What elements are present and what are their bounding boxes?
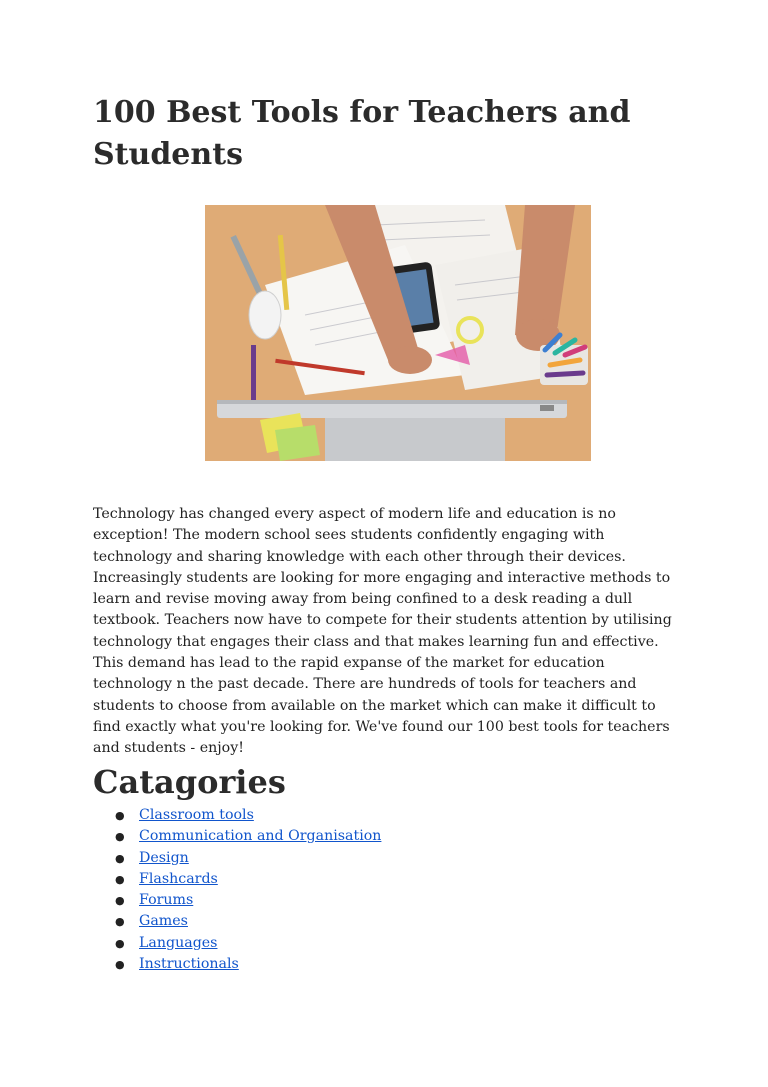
bullet-icon: ● (115, 809, 125, 822)
category-link-flashcards[interactable]: Flashcards (139, 870, 218, 887)
list-item (115, 954, 381, 975)
intro-paragraph: Technology has changed every aspect of modern life and education is no exception! The modern school sees students confidently engaging with technology and sharing knowledge with each other through their devices. Increasingly students are looking for more engaging and interactive methods to learn and revise moving away from being confined to a desk reading a dull textbook. Teachers now have to compete for their students attention by utilising technology that engages their class and that makes learning fun and effective. This demand has lead to the rapid expanse of the market for education technology n the past decade. There are hundreds of tools for teachers and students to choose from available on the market which can make it difficult to find exactly what you're looking for. We've found our 100 best tools for teachers and students - enjoy! (93, 506, 672, 757)
list-item (115, 848, 381, 869)
category-link-classroom-tools[interactable]: Classroom tools (139, 807, 254, 823)
category-link-instructionals[interactable]: Instructionals (139, 956, 239, 973)
category-link-games[interactable]: Games (139, 913, 188, 930)
category-link-forums[interactable]: Forums (139, 892, 194, 909)
bullet-icon: ● (115, 872, 125, 886)
category-link-communication-and-organisation[interactable]: Communication and Organisation (139, 828, 382, 845)
category-link-languages[interactable]: Languages (139, 934, 218, 951)
bullet-icon: ● (115, 851, 125, 865)
bullet-icon: ● (115, 915, 125, 929)
bullet-icon: ● (115, 936, 125, 950)
bullet-icon: ● (115, 830, 125, 844)
list-item (115, 869, 381, 890)
bullet-icon: ● (115, 894, 125, 908)
categories-list (115, 805, 381, 975)
categories-heading: Catagories (93, 763, 286, 801)
list-item (115, 890, 381, 911)
list-item (115, 826, 381, 847)
list-item (115, 933, 381, 954)
category-link-design[interactable]: Design (139, 849, 189, 866)
hero-image (205, 205, 591, 461)
list-item (115, 911, 381, 932)
list-item (115, 805, 381, 826)
bullet-icon: ● (115, 958, 125, 972)
page-title: 100 Best Tools for Teachers and Students (93, 95, 631, 172)
